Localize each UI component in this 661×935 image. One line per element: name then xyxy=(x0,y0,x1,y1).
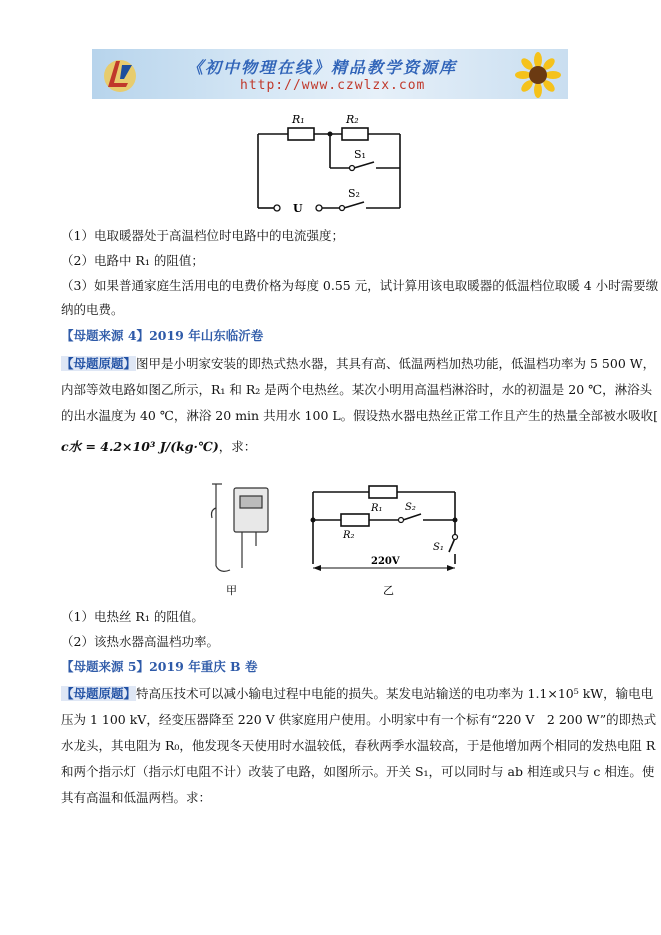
figure-yi-label: 乙 xyxy=(383,584,394,597)
source-5-heading xyxy=(61,657,257,677)
problem-5-line2: 压为 1 100 kV，经变压器降至 220 V 供家庭用户使用。小明家中有一个标有“220 V 2 200 W”的即热式 xyxy=(61,712,657,727)
question-1-3-line1: （3）如果普通家庭生活用电的电费价格为每度 0.55 元，试计算用该电取暖器的低温档位取暖 4 小时需要缴 xyxy=(61,278,659,293)
fig2-s2-label: S₂ xyxy=(405,502,416,513)
voltage-u-label: U xyxy=(293,202,303,215)
source-5-text: 2019 年重庆 B 卷 xyxy=(149,659,258,674)
sunflower-icon xyxy=(506,52,566,98)
s2-label: S₂ xyxy=(348,187,360,200)
question-2-2: （2）该热水器高温档功率。 xyxy=(61,634,219,649)
problem-5-line5: 其有高温和低温两档。求： xyxy=(61,790,212,805)
problem-4-tag: 【母题原题】 xyxy=(61,356,137,371)
water-heater-figure xyxy=(200,478,280,596)
question-1-1: （1）电取暖器处于高温档位时电路中的电流强度； xyxy=(61,228,344,243)
source-4-heading xyxy=(61,326,263,346)
question-2-1: （1）电热丝 R₁ 的阻值。 xyxy=(61,609,204,624)
source-5-tag: 【母题来源 5】 xyxy=(61,659,150,674)
banner-title: 《初中物理在线》精品教学资源库 xyxy=(187,58,458,77)
problem-4-line3: 的出水温度为 40 ℃，淋浴 20 min 共用水 100 L。假设热水器电热丝正常工作且产生的热量全部被水吸收[ xyxy=(61,408,659,423)
problem-5-line3: 水龙头，其电阻为 R₀，他发现冬天使用时水温较低，春秋两季水温较高，于是他增加两个相同的发热电阻 R xyxy=(61,738,656,753)
circuit-diagram-2 xyxy=(305,480,475,598)
source-4-tag: 【母题来源 4】 xyxy=(61,328,150,343)
source-4-text: 2019 年山东临沂卷 xyxy=(149,328,264,343)
question-1-2: （2）电路中 R₁ 的阻值； xyxy=(61,253,204,268)
fig2-s1-label: S₁ xyxy=(433,542,444,553)
banner-url: http://www.czwlzx.com xyxy=(240,78,426,93)
problem-5-tag: 【母题原题】 xyxy=(61,686,137,701)
header-banner xyxy=(92,49,568,99)
figure-jia-label: 甲 xyxy=(226,584,237,596)
problem-4-line1: 【母题原题】图甲是小明家安装的即热式热水器，其具有高、低温两档加热功能，低温档功率为 5 500 W， xyxy=(61,356,656,371)
fig2-voltage-label: 220V xyxy=(371,556,400,567)
circuit-diagram-1 xyxy=(250,108,420,218)
problem-4-formula: c水 = 4.2×10³ J/(kg·℃)，求： xyxy=(61,439,257,454)
problem-5-line4: 和两个指示灯（指示灯电阻不计）改装了电路，如图所示。开关 S₁，可以同时与 ab 相连或只与 c 相连。使 xyxy=(61,764,655,779)
fig2-r2-label: R₂ xyxy=(343,530,355,541)
problem-5-line1: 【母题原题】特高压技术可以减小输电过程中电能的损失。某发电站输送的电功率为 1.1×10⁵ kW，输电电 xyxy=(61,686,654,701)
question-1-3-line2: 纳的电费。 xyxy=(61,302,124,317)
fig2-r1-label: R₁ xyxy=(371,503,383,514)
r1-label: R₁ xyxy=(292,113,305,126)
specific-heat-formula: c水 = 4.2×10³ J/(kg·℃) xyxy=(61,439,219,454)
site-logo-icon xyxy=(98,53,140,95)
r2-label: R₂ xyxy=(346,113,359,126)
problem-4-line2: 内部等效电路如图乙所示，R₁ 和 R₂ 是两个电热丝。某次小明用高温档淋浴时，水的初温是 20 ℃，淋浴头 xyxy=(61,382,653,397)
s1-label: S₁ xyxy=(354,148,366,161)
